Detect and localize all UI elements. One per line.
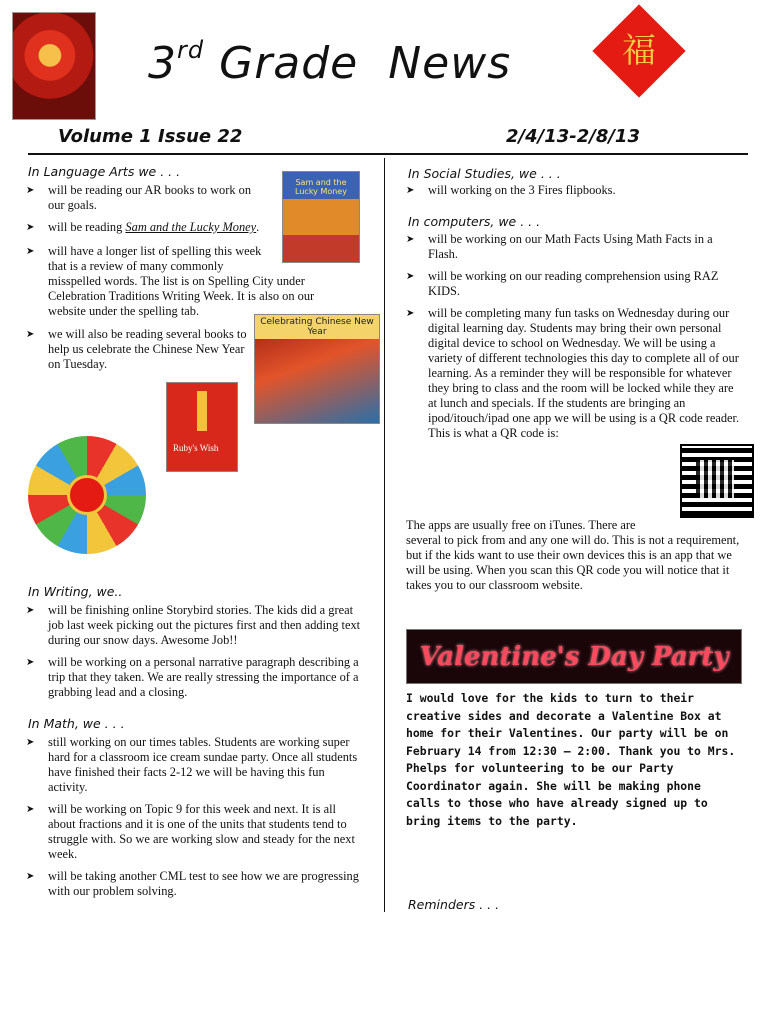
social-studies-heading: In Social Studies, we . . . <box>408 166 561 181</box>
math-heading: In Math, we . . . <box>28 716 125 731</box>
list-item: ➤ will be completing many fun tasks on Wednesday during our digital learning day. Students may bring their own personal digital device to school on Wednesday. We will be using a variety of different technologies this day to complete all of our learning. As a reminder they will be responsible for whatever they bring to class and the room will be locked while they are at lunch and specials. If the students are bringing an ipod/itouch/ipad one app we will be using is a QR code reader. This is what a QR code is: <box>404 306 744 441</box>
fu-character: 福 <box>622 31 656 71</box>
list-item: ➤ will be finishing online Storybird stories. The kids did a great job last week picking out the pictures first and then adding text during our snow days. Awesome Job!! <box>24 603 366 648</box>
language-arts-list <box>24 183 264 242</box>
column-divider <box>384 158 385 912</box>
math-list <box>24 735 366 906</box>
list-item: ➤ will be reading our AR books to work on our goals. <box>24 183 264 213</box>
list-item: ➤ will be taking another CML test to see how we are progressing with our problem solving. <box>24 869 366 899</box>
list-item: ➤ will be working on a personal narrative paragraph describing a trip that they taken. We are really stressing the importance of a grabbing lead and a closing. <box>24 655 366 700</box>
apps-paragraph: The apps are usually free on iTunes. There are several to pick from and any one will do. This is not a requirement, but if the kids want to use their own devices this is an app that we will be using. When you scan this QR code you will notice that it takes you to our classroom website. <box>406 518 740 592</box>
computers-heading: In computers, we . . . <box>408 214 541 229</box>
list-item: ➤ will be working on our reading comprehension using RAZ KIDS. <box>404 269 744 299</box>
rubys-wish-cover: Ruby's Wish <box>166 382 238 472</box>
computers-list <box>404 232 744 448</box>
language-arts-list-3 <box>24 327 250 379</box>
celebrating-chinese-new-year-cover: Celebrating Chinese New Year <box>254 314 380 424</box>
page-title: 3rd Grade News <box>148 36 512 89</box>
date-range: 2/4/13-2/8/13 <box>506 126 640 147</box>
qr-code-pattern <box>696 460 734 498</box>
zodiac-wheel-image <box>28 436 146 554</box>
dragon-photo <box>12 12 96 120</box>
list-item: ➤ will be working on our Math Facts Using Math Facts in a Flash. <box>404 232 744 262</box>
list-item: ➤ we will also be reading several books to help us celebrate the Chinese New Year on Tuesday. <box>24 327 250 372</box>
sam-lucky-money-cover: Sam and the Lucky Money <box>282 171 360 263</box>
list-item: ➤ will be working on Topic 9 for this week and next. It is all about fractions and it is one of the units that students tend to struggle with. So we are working slow and steady for the next week. <box>24 802 366 862</box>
writing-list <box>24 603 366 707</box>
list-item: ➤ will have a longer list of spelling this week that is a review of many commonly misspelled words. The list is on Spelling City under Celebration Traditions Writing Week. It is also on our website under the spelling tab. <box>24 244 344 319</box>
list-item: ➤ will working on the 3 Fires flipbooks. <box>404 183 744 198</box>
social-studies-list <box>404 183 744 205</box>
writing-heading: In Writing, we.. <box>28 584 123 599</box>
reminders-heading: Reminders . . . <box>408 897 500 912</box>
language-arts-heading: In Language Arts we . . . <box>28 164 181 179</box>
valentine-party-text: I would love for the kids to turn to their creative sides and decorate a Valentine Box at home for their Valentines. Our party will be on February 14 from 12:30 – 2:00. Thank you to Mrs. Phelps for volunteering to be our Party Coordinator again. She will be making phone calls to those who have already signed up to bring items to the party. <box>406 691 736 828</box>
header-divider <box>28 153 748 155</box>
volume-issue: Volume 1 Issue 22 <box>58 126 243 147</box>
list-item: ➤ still working on our times tables. Students are working super hard for a classroom ice cream sundae party. Once all students have finished their facts 2-12 we will be having this fun activity. <box>24 735 366 795</box>
list-item: ➤ will be reading Sam and the Lucky Money. <box>24 220 264 235</box>
valentines-banner: Valentine's Day Party <box>406 629 742 684</box>
book-title: Sam and the Lucky Money <box>125 220 257 234</box>
